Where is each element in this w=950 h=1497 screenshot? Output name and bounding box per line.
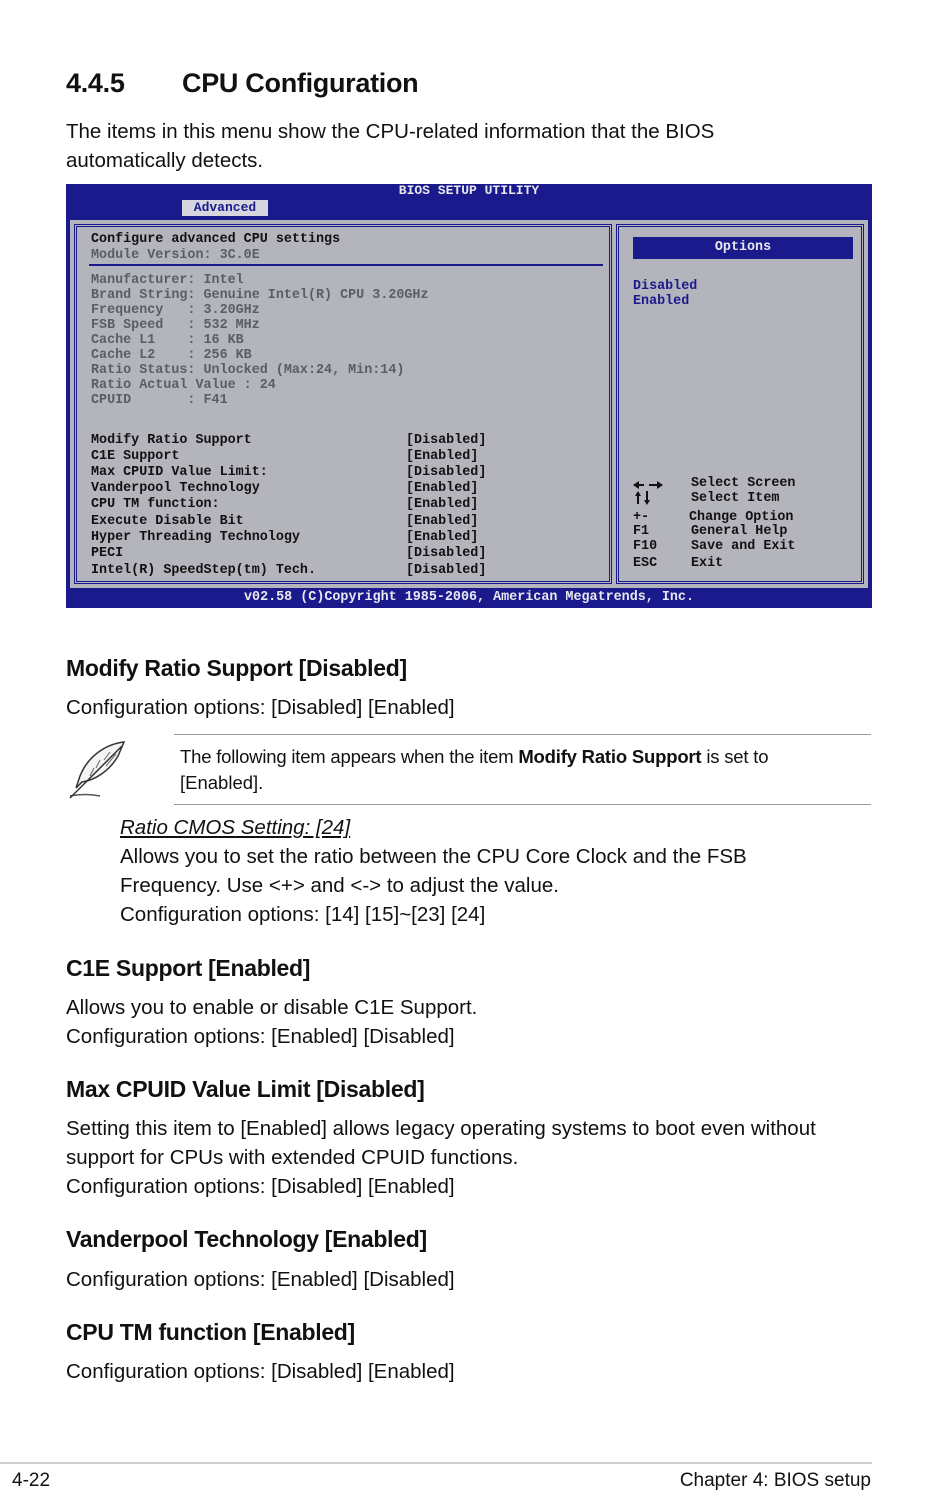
bios-key-desc: Change Option [689,510,794,525]
bios-copyright: v02.58 (C)Copyright 1985-2006, American Megatrends, Inc. [244,590,694,605]
bios-header-title: Configure advanced CPU settings [91,232,341,247]
bios-key-desc: Select Item [691,491,780,506]
bios-option[interactable]: Enabled [633,294,690,309]
ratio-cmos-line: Frequency. Use <+> and <-> to adjust the value. [120,874,559,897]
bios-setting-value[interactable]: [Enabled] [406,481,479,496]
heading-max-cpuid: Max CPUID Value Limit [Disabled] [66,1076,425,1102]
bios-key: F10 [633,539,658,554]
heading-modify-ratio: Modify Ratio Support [Disabled] [66,655,407,681]
note-text-suffix: is set to [701,746,769,767]
max-cpuid-line: Configuration options: [Disabled] [Enabled] [66,1175,455,1198]
note-text-line-2: [Enabled]. [180,772,264,793]
bios-settings-panel [74,224,612,584]
note-text [180,744,768,770]
ratio-cmos-title: Ratio CMOS Setting: [24] [120,816,351,839]
note-text-bold: Modify Ratio Support [518,746,702,767]
bios-info-line: Ratio Actual Value : 24 [91,378,276,393]
bios-option[interactable]: Disabled [633,279,698,294]
bios-setting-name[interactable]: Modify Ratio Support [91,433,252,448]
bios-setting-value[interactable]: [Enabled] [406,530,479,545]
bios-info-line: Frequency : 3.20GHz [91,303,260,318]
bios-body [70,220,868,588]
bios-info-line: Brand String: Genuine Intel(R) CPU 3.20GHz [91,288,429,303]
bios-setting-value[interactable]: [Disabled] [406,465,487,480]
bios-key: ESC [633,556,658,571]
note-feather-icon [66,738,130,802]
ratio-cmos-line: Configuration options: [14] [15]~[23] [24] [120,903,486,926]
bios-setting-name[interactable]: PECI [91,546,124,561]
section-title: CPU Configuration [182,68,419,98]
bios-key-desc: General Help [691,524,788,539]
bios-help-panel [616,224,864,584]
bios-setting-value[interactable]: [Disabled] [406,433,487,448]
bios-info-line: Cache L1 : 16 KB [91,333,244,348]
up-down-arrows-icon [635,491,651,505]
bios-title: BIOS SETUP UTILITY [398,183,540,198]
bios-options-title: Options [633,237,853,259]
cpu-tm-options: Configuration options: [Disabled] [Enabled] [66,1360,455,1383]
section-number: 4.4.5 [66,68,125,98]
bios-tab-advanced: Advanced [182,200,268,216]
bios-module-version: Module Version: 3C.0E [91,248,260,263]
bios-key: F1 [633,524,650,539]
left-right-arrows-icon [633,480,663,490]
bios-screenshot [66,184,872,608]
bios-setting-name[interactable]: Execute Disable Bit [91,514,244,529]
ratio-cmos-line: Allows you to set the ratio between the CPU Core Clock and the FSB [120,845,747,868]
bios-key: +- [633,510,650,525]
max-cpuid-line: support for CPUs with extended CPUID functions. [66,1146,519,1169]
bios-setting-name[interactable]: Vanderpool Technology [91,481,260,496]
bios-divider [89,264,603,266]
bios-setting-value[interactable]: [Enabled] [406,497,479,512]
heading-c1e: C1E Support [Enabled] [66,955,311,981]
bios-info-line: Manufacturer: Intel [91,273,244,288]
bios-setting-name[interactable]: C1E Support [91,449,180,464]
c1e-line: Configuration options: [Enabled] [Disabled] [66,1025,455,1048]
vanderpool-options: Configuration options: [Enabled] [Disabled] [66,1268,455,1291]
bios-info-line: Ratio Status: Unlocked (Max:24, Min:14) [91,363,405,378]
bios-key-desc: Exit [691,556,724,571]
bios-setting-name[interactable]: CPU TM function: [91,497,220,512]
bios-key-desc: Select Screen [691,476,796,491]
max-cpuid-line: Setting this item to [Enabled] allows legacy operating systems to boot even without [66,1117,816,1140]
footer-rule [0,1462,872,1464]
bios-setting-value[interactable]: [Disabled] [406,546,487,561]
bios-key-desc: Save and Exit [691,539,796,554]
note-bottom-rule [174,804,871,805]
bios-setting-value[interactable]: [Enabled] [406,449,479,464]
heading-vanderpool: Vanderpool Technology [Enabled] [66,1226,427,1252]
bios-setting-name[interactable]: Intel(R) SpeedStep(tm) Tech. [91,563,316,578]
heading-cpu-tm: CPU TM function [Enabled] [66,1319,355,1345]
page-number: 4-22 [12,1470,51,1491]
bios-setting-name[interactable]: Hyper Threading Technology [91,530,300,545]
intro-line-1: The items in this menu show the CPU-related information that the BIOS [66,120,715,143]
note-text-prefix: The following item appears when the item [180,746,519,767]
bios-setting-value[interactable]: [Disabled] [406,563,487,578]
bios-info-line: FSB Speed : 532 MHz [91,318,260,333]
intro-line-2: automatically detects. [66,149,264,172]
bios-info-line: Cache L2 : 256 KB [91,348,252,363]
note-top-rule [174,734,871,735]
bios-setting-value[interactable]: [Enabled] [406,514,479,529]
bios-setting-name[interactable]: Max CPUID Value Limit: [91,465,268,480]
c1e-line: Allows you to enable or disable C1E Support. [66,996,478,1019]
modify-ratio-options: Configuration options: [Disabled] [Enabled] [66,696,455,719]
bios-info-line: CPUID : F41 [91,393,228,408]
chapter-label: Chapter 4: BIOS setup [679,1470,871,1491]
